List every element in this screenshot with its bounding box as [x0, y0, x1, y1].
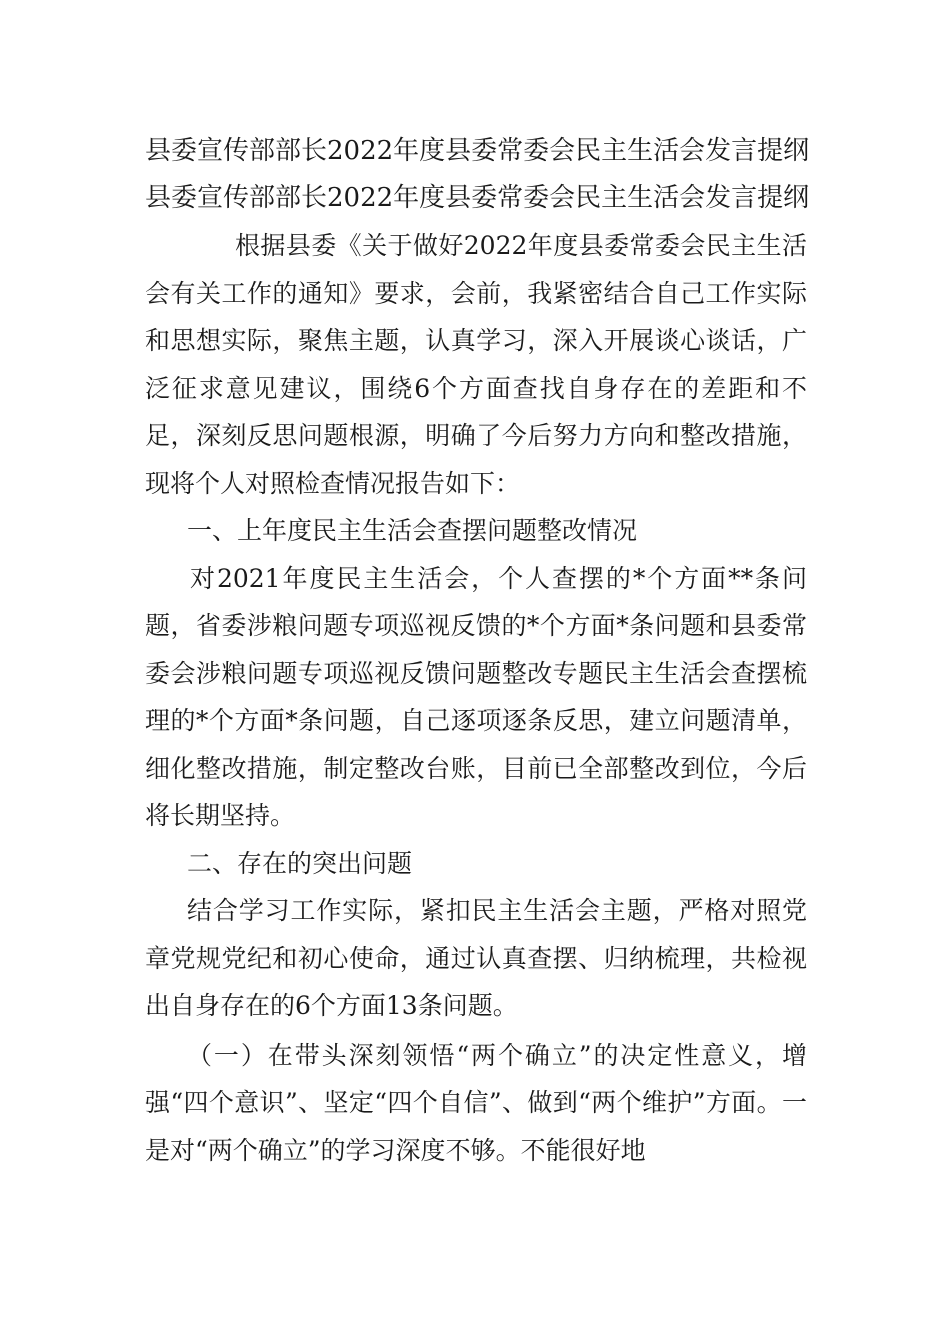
document-page — [145, 128, 810, 1174]
document-title: 县委宣传部部长2022年度县委常委会民主生活会发言提纲 — [145, 136, 810, 166]
section-2-paragraph: 结合学习工作实际，紧扣民主生活会主题，严格对照党章党规党纪和初心使命，通过认真查摆、归纳梳理，共检视出自身存在的6个方面13条问题。 — [145, 896, 807, 1020]
section-2-heading: 二、存在的突出问题 — [187, 848, 413, 878]
intro-paragraph: 根据县委《关于做好2022年度县委常委会民主生活会有关工作的通知》要求，会前，我紧密结合自己工作实际和思想实际，聚焦主题，认真学习，深入开展谈心谈话，广泛征求意见建议，围绕6个方面查找自身存在的差距和不足，深刻反思问题根源，明确了今后努力方向和整改措施，现将个人对照检查情况报告如下： — [145, 231, 807, 498]
section-1-heading: 一、上年度民主生活会查摆问题整改情况 — [187, 516, 638, 545]
subsection-1-paragraph: （一）在带头深刻领悟“两个确立”的决定性意义，增强“四个意识”、坚定“四个自信”、做到“两个维护”方面。一是对“两个确立”的学习深度不够。不能很好地 — [145, 1040, 807, 1165]
section-1-paragraph: 对2021年度民主生活会，个人查摆的*个方面**条问题，省委涉粮问题专项巡视反馈的*个方面*条问题和县委常委会涉粮问题专项巡视反馈问题整改专题民主生活会查摆梳理的*个方面*条问题，自己逐项逐条反思，建立问题清单，细化整改措施，制定整改台账，目前已全部整改到位，今后将长期坚持。 — [145, 563, 807, 830]
document-title-repeat: 县委宣传部部长2022年度县委常委会民主生活会发言提纲 — [145, 183, 810, 213]
